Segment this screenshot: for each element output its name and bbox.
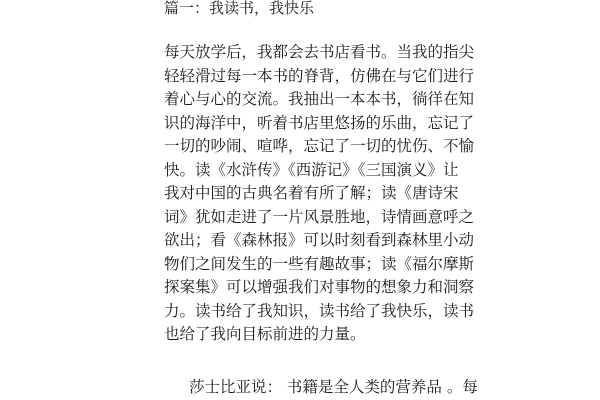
paragraph-line: 每天放学后，我都会去书店看书。当我的指尖 (164, 43, 475, 61)
paragraph-line: 也给了我向目标前进的力量。 (164, 325, 366, 343)
paragraph-line: 探案集》可以增强我们对事物的想象力和洞察 (164, 278, 475, 296)
article-heading: 篇一：我读书，我快乐 (164, 0, 315, 17)
paragraph-line: 词》犹如走进了一片风景胜地，诗情画意呼之 (164, 207, 475, 226)
paragraph-line: 一切的吵闹、喧哗，忘记了一切的忧伤、不愉 (164, 137, 475, 155)
article-paragraph (164, 41, 474, 347)
paragraph-line: 着心与心的交流。我抽出一本本书，徜徉在知 (164, 90, 475, 108)
paragraph-line: 快。读《水浒传》《西游记》《三国演义》让 (164, 160, 459, 179)
paragraph-line: 识的海洋中，听着书店里悠扬的乐曲，忘记了 (164, 113, 475, 132)
paragraph-line: 欲出；看《森林报》可以时刻看到森林里小动 (164, 231, 475, 249)
paragraph-line: 物们之间发生的一些有趣故事；读《福尔摩斯 (164, 254, 475, 273)
paragraph-line: 我对中国的古典名着有所了解；读《唐诗宋 (164, 184, 459, 202)
quote-paragraph-start: 莎士比亚说： 书籍是全人类的营养品 。每 (189, 378, 478, 396)
paragraph-line: 力。读书给了我知识，读书给了我快乐，读书 (164, 301, 475, 320)
paragraph-line: 轻轻滑过每一本书的脊背，仿佛在与它们进行 (164, 66, 475, 85)
